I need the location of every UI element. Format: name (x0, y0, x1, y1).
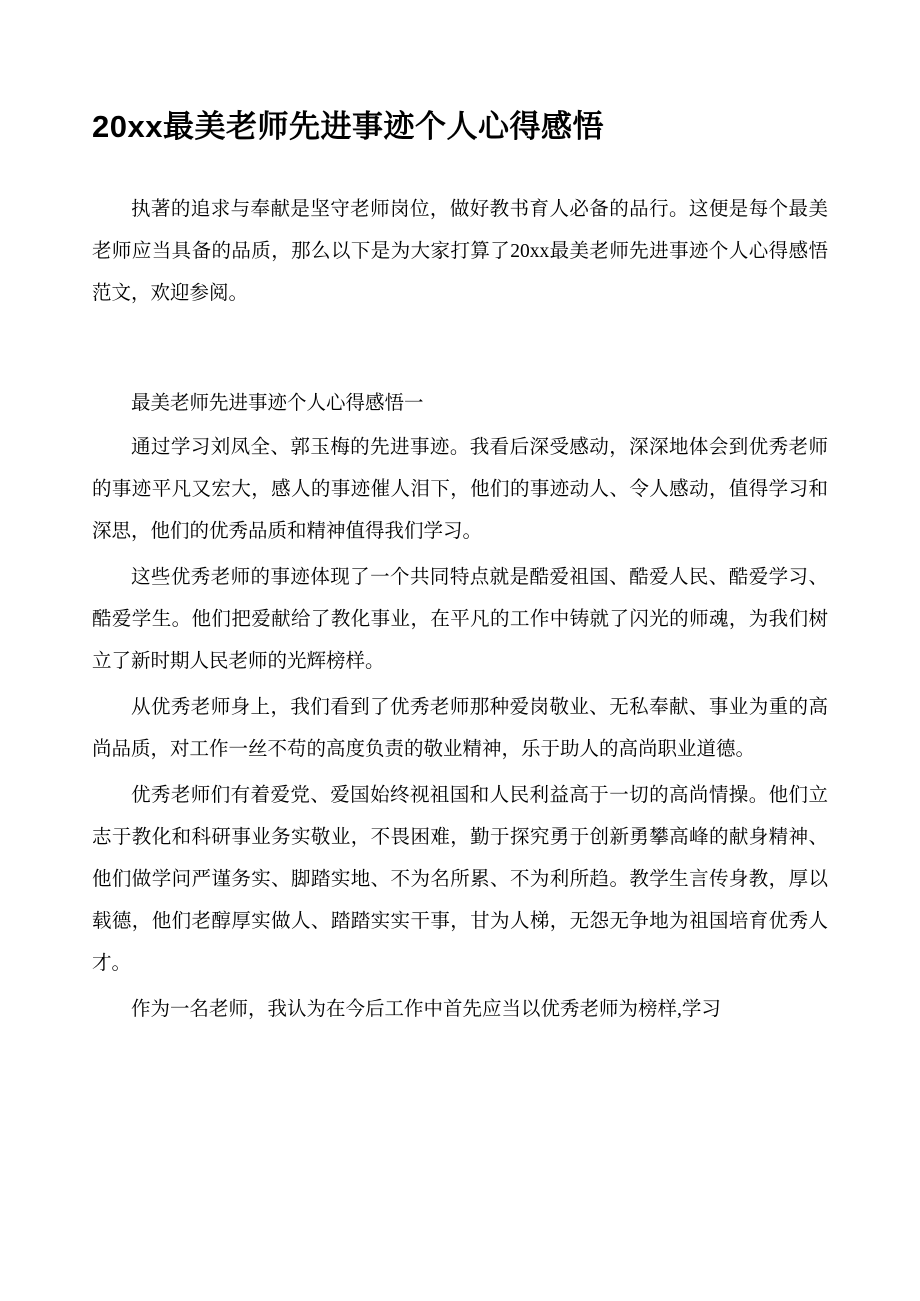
section-heading: 最美老师先进事迹个人心得感悟一 (131, 392, 424, 414)
intro-paragraph: 执著的追求与奉献是坚守老师岗位，做好教书育人必备的品行。这便是每个最美老师应当具备的品质，那么以下是为大家打算了20xx最美老师先进事迹个人心得感悟范文，欢迎参阅。 (92, 198, 828, 304)
body-paragraph-4: 优秀老师们有着爱党、爱国始终视祖国和人民利益高于一切的高尚情操。他们立志于教化和科研事业务实敬业，不畏困难，勤于探究勇于创新勇攀高峰的献身精神、他们做学问严谨务实、脚踏实地、不为名所累、不为利所趋。教学生言传身教，厚以载德，他们老醇厚实做人、踏踏实实干事，甘为人梯，无怨无争地为祖国培育优秀人才。 (92, 784, 828, 974)
page-title: 20xx最美老师先进事迹个人心得感悟 (92, 109, 604, 144)
body-paragraph-1: 通过学习刘凤全、郭玉梅的先进事迹。我看后深受感动，深深地体会到优秀老师的事迹平凡又宏大，感人的事迹催人泪下，他们的事迹动人、令人感动，值得学习和深思，他们的优秀品质和精神值得我们学习。 (92, 436, 828, 542)
section-spacer (92, 319, 828, 353)
body-paragraph-5: 作为一名老师，我认为在今后工作中首先应当以优秀老师为榜样,学习 (131, 998, 721, 1020)
body-paragraph-2: 这些优秀老师的事迹体现了一个共同特点就是酷爱祖国、酷爱人民、酷爱学习、酷爱学生。他们把爱献给了教化事业，在平凡的工作中铸就了闪光的师魂，为我们树立了新时期人民老师的光辉榜样。 (92, 566, 828, 672)
body-paragraph-3: 从优秀老师身上，我们看到了优秀老师那种爱岗敬业、无私奉献、事业为重的高尚品质，对工作一丝不苟的高度负责的敬业精神，乐于助人的高尚职业道德。 (92, 696, 828, 760)
